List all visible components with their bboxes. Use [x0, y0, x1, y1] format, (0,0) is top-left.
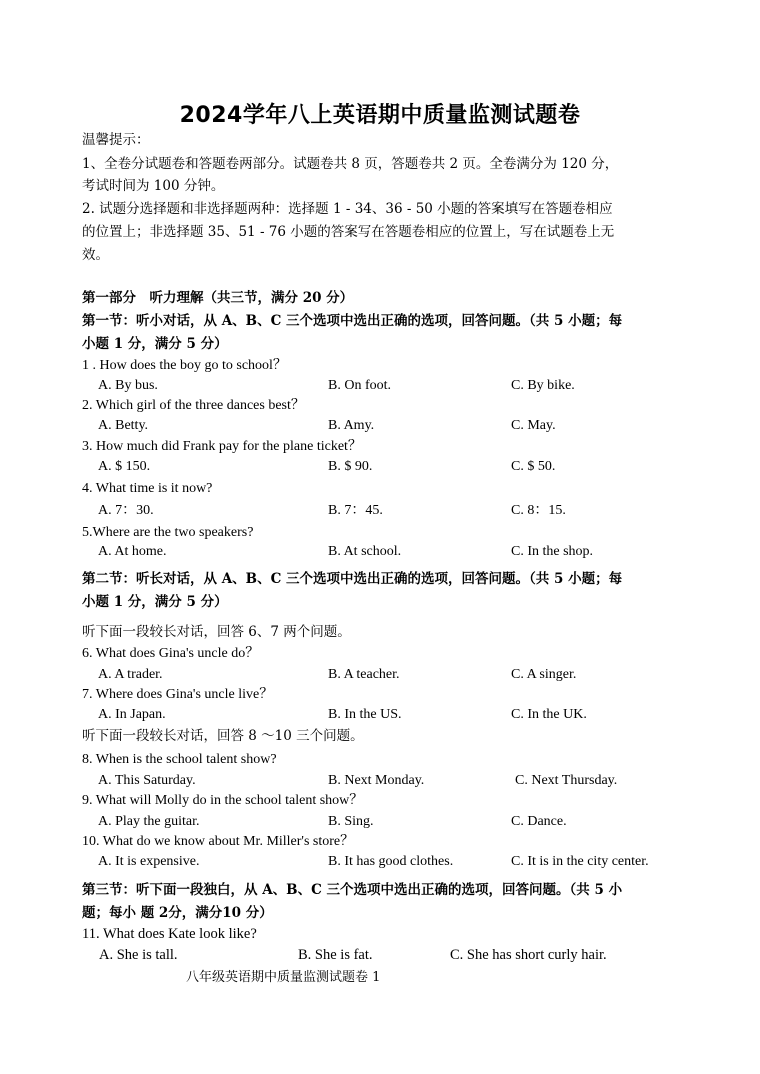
option-c: C. $ 50.: [511, 459, 556, 474]
option-b: B. Amy.: [328, 418, 375, 433]
dialogue-intro: 听下面一段较长对话，回答 6、7 两个问题。: [82, 624, 351, 640]
question: 6. What does Gina's uncle do？: [82, 646, 260, 661]
option-b: B. Next Monday.: [328, 773, 425, 788]
question: 7. Where does Gina's uncle live？: [82, 687, 274, 702]
option-a: A. Play the guitar.: [98, 814, 200, 829]
tips-line: 1、全卷分试题卷和答题卷两部分。试题卷共 8 页，答题卷共 2 页。全卷满分为 120 分，: [82, 156, 619, 172]
question: 2. Which girl of the three dances best？: [82, 398, 305, 413]
option-a: A. This Saturday.: [98, 773, 196, 788]
option-c: C. 8：15.: [511, 503, 566, 518]
option-a: A. $ 150.: [98, 459, 151, 474]
section3-heading: 题；每小 题 2分，满分10 分）: [82, 905, 273, 921]
section2-heading: 小题 1 分，满分 5 分）: [82, 594, 228, 610]
option-b: B. $ 90.: [328, 459, 373, 474]
option-c: C. A singer.: [511, 667, 577, 682]
option-b: B. She is fat.: [298, 947, 373, 963]
question: 1 . How does the boy go to school？: [82, 358, 287, 373]
tips-line: 的位置上；非选择题 35、51 - 76 小题的答案写在答题卷相应的位置上，写在试题卷上无: [82, 224, 615, 240]
question: 3. How much did Frank pay for the plane ticket？: [82, 439, 362, 454]
option-c: C. She has short curly hair.: [450, 947, 607, 963]
tips-line: 考试时间为 100 分钟。: [82, 178, 225, 194]
option-a: A. In Japan.: [98, 707, 166, 722]
option-b: B. Sing.: [328, 814, 374, 829]
question: 4. What time is it now?: [82, 481, 213, 496]
question: 5.Where are the two speakers?: [82, 525, 254, 540]
option-a: A. She is tall.: [99, 947, 178, 963]
option-b: B. In the US.: [328, 707, 402, 722]
question: 9. What will Molly do in the school talent show？: [82, 793, 364, 808]
section3-heading: 第三节：听下面一段独白，从 A、B、C 三个选项中选出正确的选项，回答问题。（共 5 小: [82, 882, 623, 898]
question: 10. What do we know about Mr. Miller's store？: [82, 834, 355, 849]
section1-heading: 第一节：听小对话，从 A、B、C 三个选项中选出正确的选项，回答问题。（共 5 小题；每: [82, 313, 623, 329]
exam-title: 2024学年八上英语期中质量监测试题卷: [179, 103, 581, 128]
option-c: C. Next Thursday.: [515, 773, 618, 788]
option-c: C. Dance.: [511, 814, 567, 829]
option-a: A. A trader.: [98, 667, 163, 682]
question: 11. What does Kate look like?: [82, 926, 257, 942]
option-c: C. In the UK.: [511, 707, 587, 722]
section1-heading: 小题 1 分，满分 5 分）: [82, 336, 228, 352]
option-a: A. It is expensive.: [98, 854, 200, 869]
tips-line: 效。: [82, 247, 109, 263]
option-b: B. 7：45.: [328, 503, 383, 518]
option-b: B. A teacher.: [328, 667, 400, 682]
section2-heading: 第二节：听长对话，从 A、B、C 三个选项中选出正确的选项，回答问题。（共 5 小题；每: [82, 571, 623, 587]
option-a: A. 7：30.: [98, 503, 154, 518]
tips-line: 2. 试题分选择题和非选择题两种：选择题 1 - 34、36 - 50 小题的答案填写在答题卷相应: [82, 201, 613, 217]
tips-heading: 温馨提示：: [82, 132, 150, 148]
option-a: A. Betty.: [98, 418, 149, 433]
page-footer: 八年级英语期中质量监测试题卷 1: [186, 970, 381, 985]
dialogue-intro: 听下面一段较长对话，回答 8 ～10 三个问题。: [82, 728, 364, 744]
part1-heading: 第一部分 听力理解（共三节，满分 20 分）: [82, 290, 354, 306]
option-c: C. By bike.: [511, 378, 575, 393]
option-c: C. May.: [511, 418, 556, 433]
option-c: C. In the shop.: [511, 544, 594, 559]
option-c: C. It is in the city center.: [511, 854, 649, 869]
option-b: B. It has good clothes.: [328, 854, 454, 869]
option-a: A. At home.: [98, 544, 167, 559]
option-b: B. At school.: [328, 544, 402, 559]
question: 8. When is the school talent show?: [82, 752, 277, 767]
option-b: B. On foot.: [328, 378, 391, 393]
option-a: A. By bus.: [98, 378, 158, 393]
